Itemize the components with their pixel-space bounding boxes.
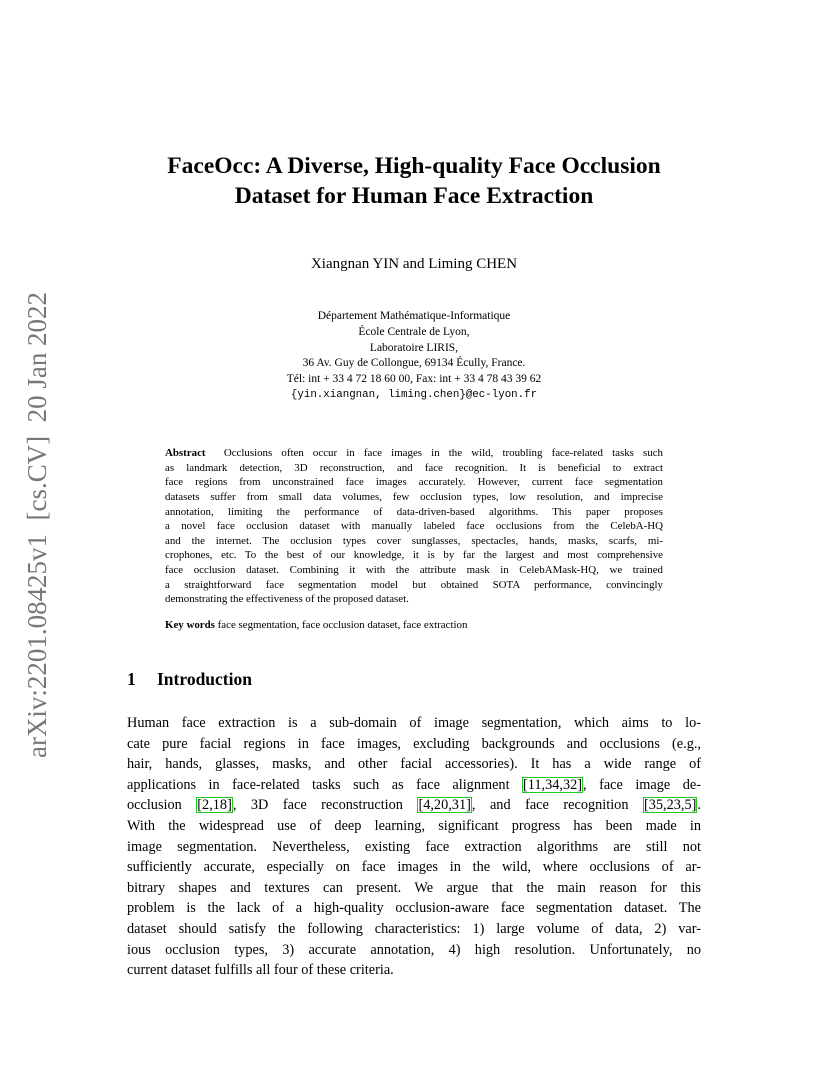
- arxiv-stamp: [18, 290, 54, 760]
- authors: Xiangnan YIN and Liming CHEN: [310, 256, 518, 272]
- abstract-line-text: Occlusions often occur in face images in the wild, troubling face-related tasks such: [223, 447, 663, 459]
- arxiv-stamp-text: arXiv:2201.08425v1 [cs.CV] 20 Jan 2022: [22, 291, 52, 758]
- abstract-line: demonstrating the effectiveness of the proposed dataset.: [165, 593, 409, 606]
- affiliation-line-2: École Centrale de Lyon,: [358, 325, 470, 338]
- author-emails: {yin.xiangnan, liming.chen}@ec-lyon.fr: [290, 388, 538, 401]
- body-line: sufficiently accurate, especially on face images in the wild, where occlusions of ar-: [127, 859, 701, 876]
- body-line: dataset should satisfy the following characteristics: 1) large volume of data, 2) var-: [127, 920, 701, 937]
- body-line: Human face extraction is a sub-domain of image segmentation, which aims to lo-: [127, 715, 701, 731]
- abstract-line: face occlusion dataset. Combining it with the attribute mask in CelebAMask-HQ, we trained: [165, 564, 663, 577]
- abstract-line: [165, 446, 663, 461]
- affiliation-line-3: Laboratoire LIRIS,: [369, 341, 459, 354]
- body-text: applications in face-related tasks such as face alignment: [127, 776, 523, 793]
- abstract-line: crophones, etc. To the best of our knowledge, it is by far the largest and most comprehensive: [165, 549, 663, 562]
- abstract: [165, 446, 663, 607]
- body-line: bitrary shapes and textures can present. We argue that the main reason for this: [127, 879, 701, 896]
- paper-title: [100, 151, 728, 211]
- abstract-line: a straightforward face segmentation model but obtained SOTA performance, convincingly: [165, 578, 663, 591]
- affiliation-line-1: Département Mathématique-Informatique: [317, 310, 511, 322]
- arxiv-stamp-graphic: [18, 290, 54, 760]
- affiliation: [100, 309, 728, 404]
- citation-link[interactable]: [2,18]: [197, 797, 232, 814]
- body-line: cate pure facial regions in face images, excluding backgrounds and occlusions (e.g.,: [127, 735, 701, 752]
- body-text: occlusion: [127, 797, 197, 814]
- affiliation-line-4: 36 Av. Guy de Collongue, 69134 Écully, France.: [302, 357, 526, 370]
- section-number: 1: [127, 669, 136, 689]
- body-line: ious occlusion types, 3) accurate annotation, 4) high resolution. Unfortunately, no: [127, 941, 701, 958]
- abstract-line: as landmark detection, 3D reconstruction, and face recognition. It is beneficial to extract: [165, 461, 663, 474]
- introduction-paragraph: [127, 713, 701, 981]
- body-text: , 3D face reconstruction: [232, 797, 418, 814]
- abstract-line: face regions from unconstrained face images accurately. However, current face segmentation: [165, 476, 663, 489]
- body-line: image segmentation. Nevertheless, existing face extraction algorithms are still not: [127, 838, 701, 855]
- body-line: current dataset fulfills all four of these criteria.: [127, 962, 394, 979]
- citation-link[interactable]: [11,34,32]: [523, 776, 583, 793]
- body-text: , and face recognition: [471, 797, 643, 814]
- body-line: With the widespread use of deep learning, significant progress has been made in: [127, 817, 701, 834]
- section-heading: [127, 668, 252, 690]
- citation-link[interactable]: [4,20,31]: [418, 797, 471, 814]
- body-line: problem is the lack of a high-quality occlusion-aware face segmentation dataset. The: [127, 900, 701, 917]
- body-line: [127, 775, 701, 796]
- body-text: .: [697, 797, 701, 814]
- section-title: Introduction: [157, 669, 252, 689]
- title-line-2: Dataset for Human Face Extraction: [234, 183, 594, 209]
- abstract-line: a novel face occlusion dataset with manually labeled face occlusions from the CelebA-HQ: [165, 520, 663, 533]
- body-text: , face image de-: [583, 776, 701, 793]
- keywords-label: Key words: [165, 619, 215, 631]
- keywords: [165, 618, 663, 633]
- body-line: [127, 795, 701, 816]
- abstract-line: annotation, limiting the performance of data-driven-based algorithms. This paper proposes: [165, 505, 663, 518]
- abstract-line: datasets suffer from small data volumes, few occlusion types, low resolution, and imprecise: [165, 490, 663, 503]
- affiliation-line-5: Tél: int + 33 4 72 18 60 00, Fax: int + 33 4 78 43 39 62: [286, 373, 542, 386]
- body-line: hair, hands, glasses, masks, and other facial accessories). It has a wide range of: [127, 756, 701, 773]
- title-line-1: FaceOcc: A Diverse, High-quality Face Occlusion: [167, 153, 661, 179]
- citation-link[interactable]: [35,23,5]: [643, 797, 697, 814]
- abstract-label: Abstract: [165, 447, 206, 459]
- abstract-line: and the internet. The occlusion types cover sunglasses, spectacles, hands, masks, scarfs, mi-: [165, 534, 663, 547]
- keywords-text: face segmentation, face occlusion dataset, face extraction: [217, 619, 468, 631]
